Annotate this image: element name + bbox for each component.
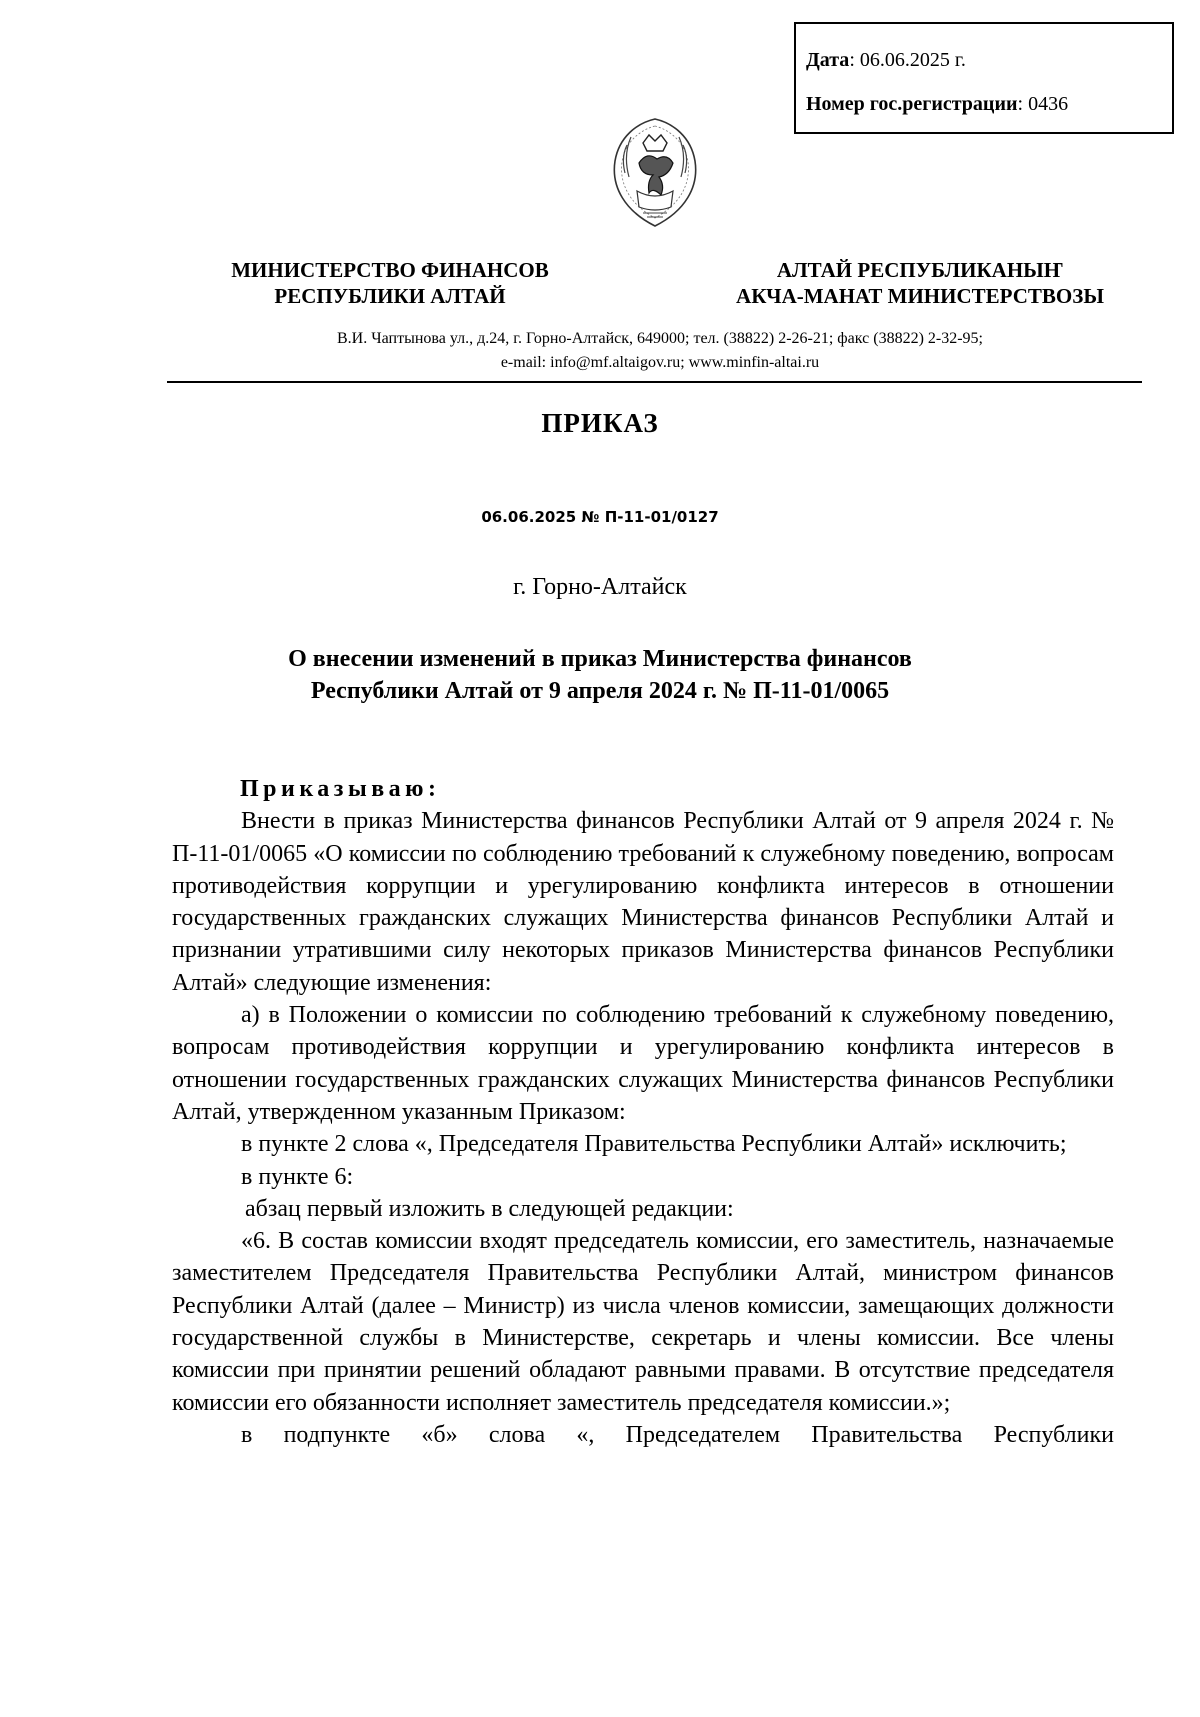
document-number: 06.06.2025 № П-11-01/0127 bbox=[481, 508, 719, 526]
org-alt-line1: АЛТАЙ РЕСПУБЛИКАНЫҤ bbox=[776, 258, 1064, 282]
paragraph-a: а) в Положении о комиссии по соблюдению требований к служебному поведению, вопросам противодействия коррупции и урегулированию конфликта интересов в отношении государственных гражданских служащих Министерства финансов Республики Алтай, утвержденном указанным Приказом: bbox=[172, 1002, 1114, 1125]
paragraph-quote-6: «6. В состав комиссии входят председатель комиссии, его заместитель, назначаемые заместителем Председателя Правительства Республики Алтай, министром финансов Республики Алтай (далее – Министр) из числа членов комиссии, замещающих должности государственной службы в Министерстве, секретарь и члены комиссии. Все члены комиссии при принятии решений обладают равными правами. В отсутствие председателя комиссии его обязанности исполняет заместитель председателя комиссии.»; bbox=[172, 1228, 1114, 1416]
org-name-altai bbox=[700, 257, 1140, 309]
registration-date bbox=[806, 38, 1172, 82]
header-divider bbox=[167, 381, 1142, 383]
paragraph-point-6: в пункте 6: bbox=[241, 1163, 354, 1190]
registration-date-label: Дата bbox=[806, 49, 850, 71]
subject-line1: О внесении изменений в приказ Министерства финансов bbox=[288, 646, 912, 672]
registration-number bbox=[806, 82, 1172, 126]
contacts-address: В.И. Чаптынова ул., д.24, г. Горно-Алтайск, 649000; тел. (38822) 2-26-21; факс (38822) 2-32-95; bbox=[337, 330, 983, 347]
document-body bbox=[172, 773, 1114, 1451]
document-city: г. Горно-Алтайск bbox=[513, 574, 687, 600]
org-ru-line2: РЕСПУБЛИКИ АЛТАЙ bbox=[274, 284, 506, 308]
document-title: ПРИКАЗ bbox=[541, 408, 659, 438]
document-subject bbox=[0, 643, 1200, 707]
paragraph-first-clause: абзац первый изложить в следующей редакции: bbox=[245, 1195, 734, 1222]
registration-number-label: Номер гос.регистрации bbox=[806, 93, 1018, 115]
registration-box bbox=[794, 22, 1174, 134]
org-ru-line1: МИНИСТЕРСТВО ФИНАНСОВ bbox=[231, 258, 549, 282]
org-alt-line2: АКЧА-МАНАТ МИНИСТЕРСТВОЗЫ bbox=[736, 284, 1104, 308]
registration-date-value: : 06.06.2025 г. bbox=[849, 49, 966, 71]
coat-of-arms-emblem-icon bbox=[607, 115, 703, 230]
paragraph-subpoint-b: в подпункте «б» слова «, Председателем Правительства Республики bbox=[241, 1421, 1114, 1448]
org-name-russian bbox=[180, 257, 600, 309]
order-word: Приказываю: bbox=[240, 776, 441, 802]
registration-number-value: : 0436 bbox=[1017, 93, 1069, 115]
contacts-email-web: e-mail: info@mf.altaigov.ru; www.minfin-altai.ru bbox=[500, 354, 820, 371]
paragraph-intro: Внести в приказ Министерства финансов Республики Алтай от 9 апреля 2024 г. № П-11-01/0065 «О комиссии по соблюдению требований к служебному поведению, вопросам противодействия коррупции и урегулированию конфликта интересов в отношении государственных гражданских служащих Министерства финансов Республики Алтай и признании утратившими силу некоторых приказов Министерства финансов Республики Алтай» следующие изменения: bbox=[172, 808, 1114, 996]
subject-line2: Республики Алтай от 9 апреля 2024 г. № П-11-01/0065 bbox=[310, 678, 890, 704]
paragraph-point-2: в пункте 2 слова «, Председателя Правительства Республики Алтай» исключить; bbox=[241, 1131, 1067, 1158]
